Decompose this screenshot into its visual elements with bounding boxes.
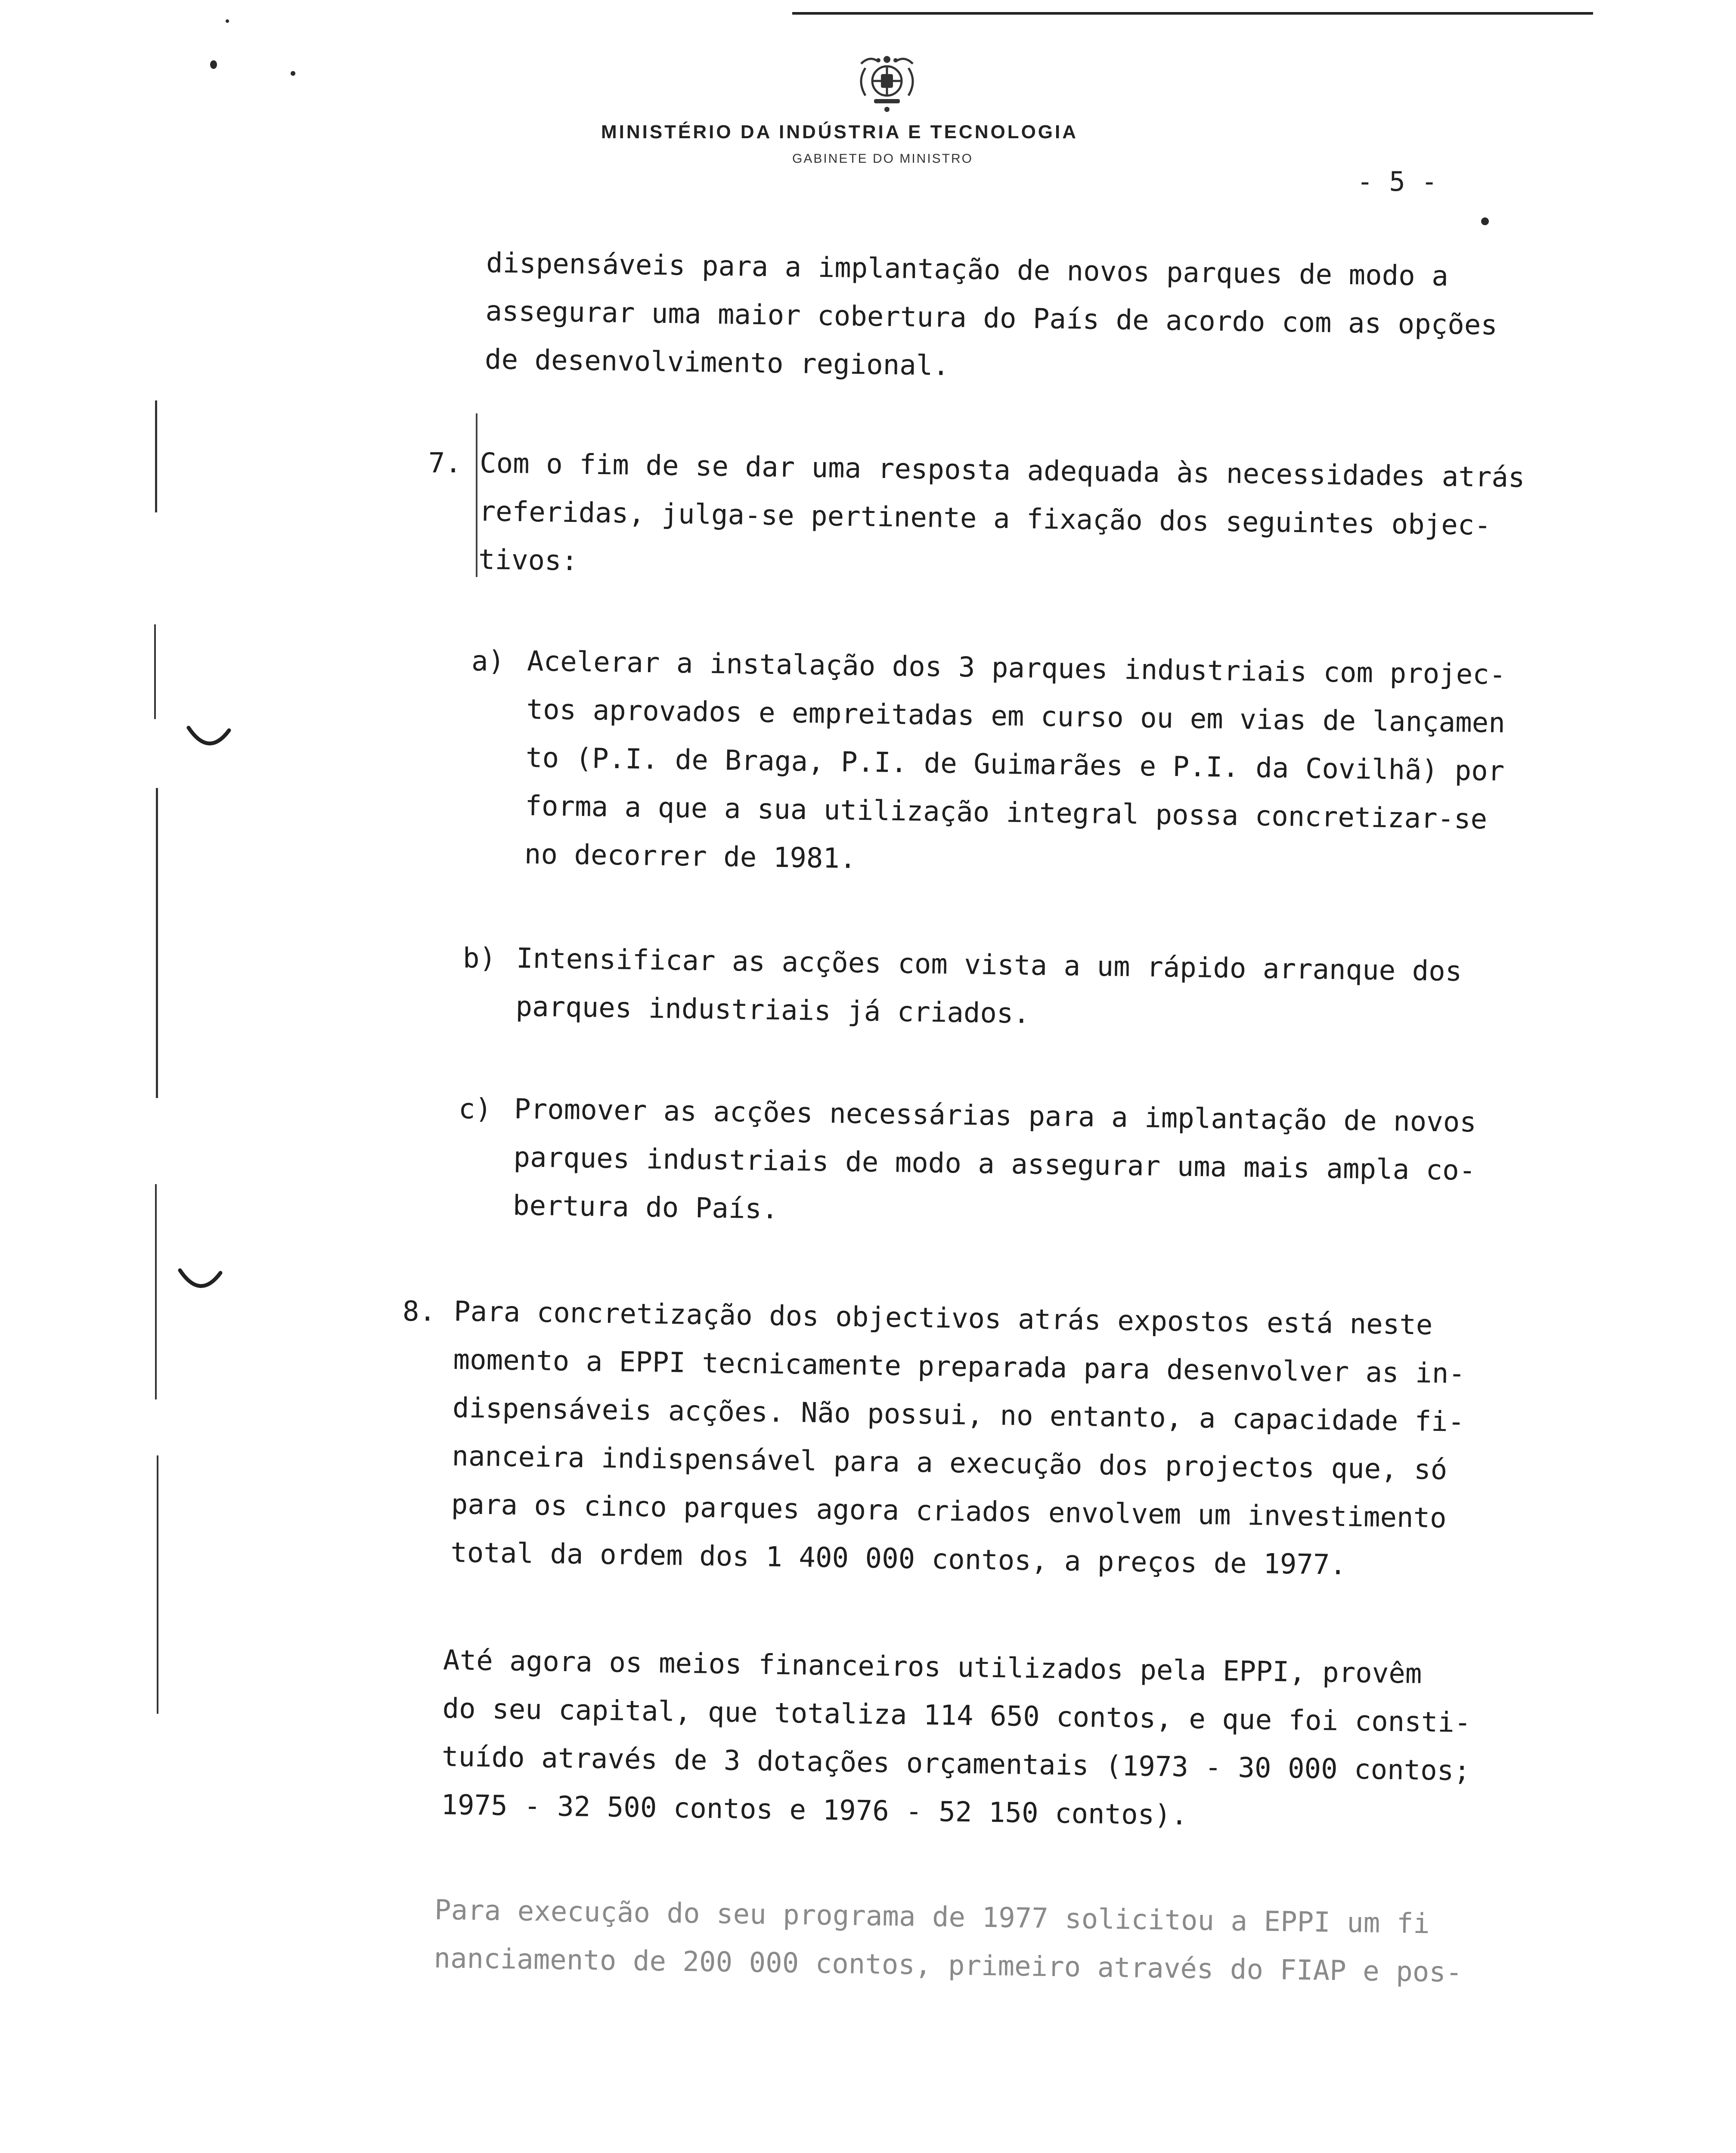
section-number: 8. — [403, 1296, 436, 1328]
text-line: 1975 - 32 500 contos e 1976 - 52 150 contos). — [441, 1789, 1188, 1832]
text-line: assegurar uma maior cobertura do País de acordo com as opções — [485, 295, 1498, 341]
text-line: nanceira indispensável para a execução dos projectos que, só — [452, 1440, 1448, 1486]
list-marker: a) — [471, 645, 505, 677]
text-line: parques industriais de modo a assegurar uma mais ampla co- — [513, 1141, 1476, 1187]
text-line: total da ordem dos 1 400 000 contos, a preços de 1977. — [450, 1536, 1347, 1581]
capital-paragraph — [441, 1636, 1472, 1843]
scan-speck — [226, 19, 229, 23]
left-margin-marks — [129, 142, 185, 1735]
list-marker: c) — [459, 1093, 492, 1125]
section-number: 7. — [428, 447, 462, 479]
margin-bracket-mark — [177, 1266, 224, 1300]
text-line: Para concretização dos objectivos atrás expostos está neste — [453, 1295, 1433, 1341]
scan-speck — [1481, 217, 1489, 225]
section-8-paragraph — [450, 1287, 1466, 1591]
text-line: Com o fim de se dar uma resposta adequada às necessidades atrás — [479, 447, 1525, 494]
top-rule — [792, 12, 1593, 15]
text-line: bertura do País. — [512, 1189, 779, 1225]
text-line: parques industriais já criados. — [515, 990, 1030, 1030]
text-line: do seu capital, que totaliza 114 650 contos, e que foi consti- — [442, 1692, 1471, 1739]
list-item-a — [524, 637, 1506, 892]
text-line: tivos: — [478, 543, 578, 577]
margin-line — [476, 413, 477, 577]
intro-paragraph — [484, 239, 1498, 398]
scan-speck — [210, 60, 217, 69]
text-line: to (P.I. de Braga, P.I. de Guimarães e P.I. da Covilhã) por — [525, 741, 1505, 788]
page-number: - 5 - — [1357, 166, 1438, 197]
cabinet-name: GABINETE DO MINISTRO — [792, 152, 973, 166]
coat-of-arms-icon — [844, 51, 930, 115]
text-line: Até agora os meios financeiros utilizados pela EPPI, provêm — [443, 1644, 1422, 1690]
text-line: Intensificar as acções com vista a um rápido arranque dos — [516, 942, 1462, 988]
financing-paragraph — [434, 1886, 1463, 1997]
text-line: Para execução do seu programa de 1977 solicitou a EPPI um fi — [434, 1894, 1430, 1940]
text-line: tuído através de 3 dotações orçamentais (1973 - 30 000 contos; — [441, 1740, 1471, 1787]
text-line: referidas, julga-se pertinente a fixação dos seguintes objec- — [479, 495, 1491, 542]
text-line: dispensáveis acções. Não possui, no entanto, a capacidade fi- — [452, 1392, 1465, 1438]
list-marker: b) — [463, 943, 496, 974]
text-line: dispensáveis para a implantação de novos parques de modo a — [486, 247, 1449, 293]
text-line: de desenvolvimento regional. — [484, 343, 950, 382]
margin-bracket-mark — [185, 723, 232, 758]
text-line: forma a que a sua utilização integral possa concretizar-se — [525, 790, 1488, 836]
ministry-name: MINISTÉRIO DA INDÚSTRIA E TECNOLOGIA — [601, 121, 1079, 143]
text-line: para os cinco parques agora criados envolvem um investimento — [451, 1488, 1447, 1535]
text-line: Acelerar a instalação dos 3 parques industriais com projec- — [527, 645, 1506, 691]
text-line: nanciamento de 200 000 contos, primeiro através do FIAP e pos- — [434, 1942, 1463, 1989]
text-line: no decorrer de 1981. — [524, 838, 857, 875]
text-line: tos aprovados e empreitadas em curso ou em vias de lançamen — [526, 693, 1506, 739]
text-line: Promover as acções necessárias para a implantação de novos — [514, 1093, 1477, 1139]
list-item-c — [512, 1085, 1476, 1243]
text-line: momento a EPPI tecnicamente preparada para desenvolver as in- — [453, 1343, 1466, 1390]
scan-speck — [291, 71, 295, 76]
section-7-paragraph — [478, 439, 1525, 599]
list-item-b — [515, 934, 1462, 1044]
